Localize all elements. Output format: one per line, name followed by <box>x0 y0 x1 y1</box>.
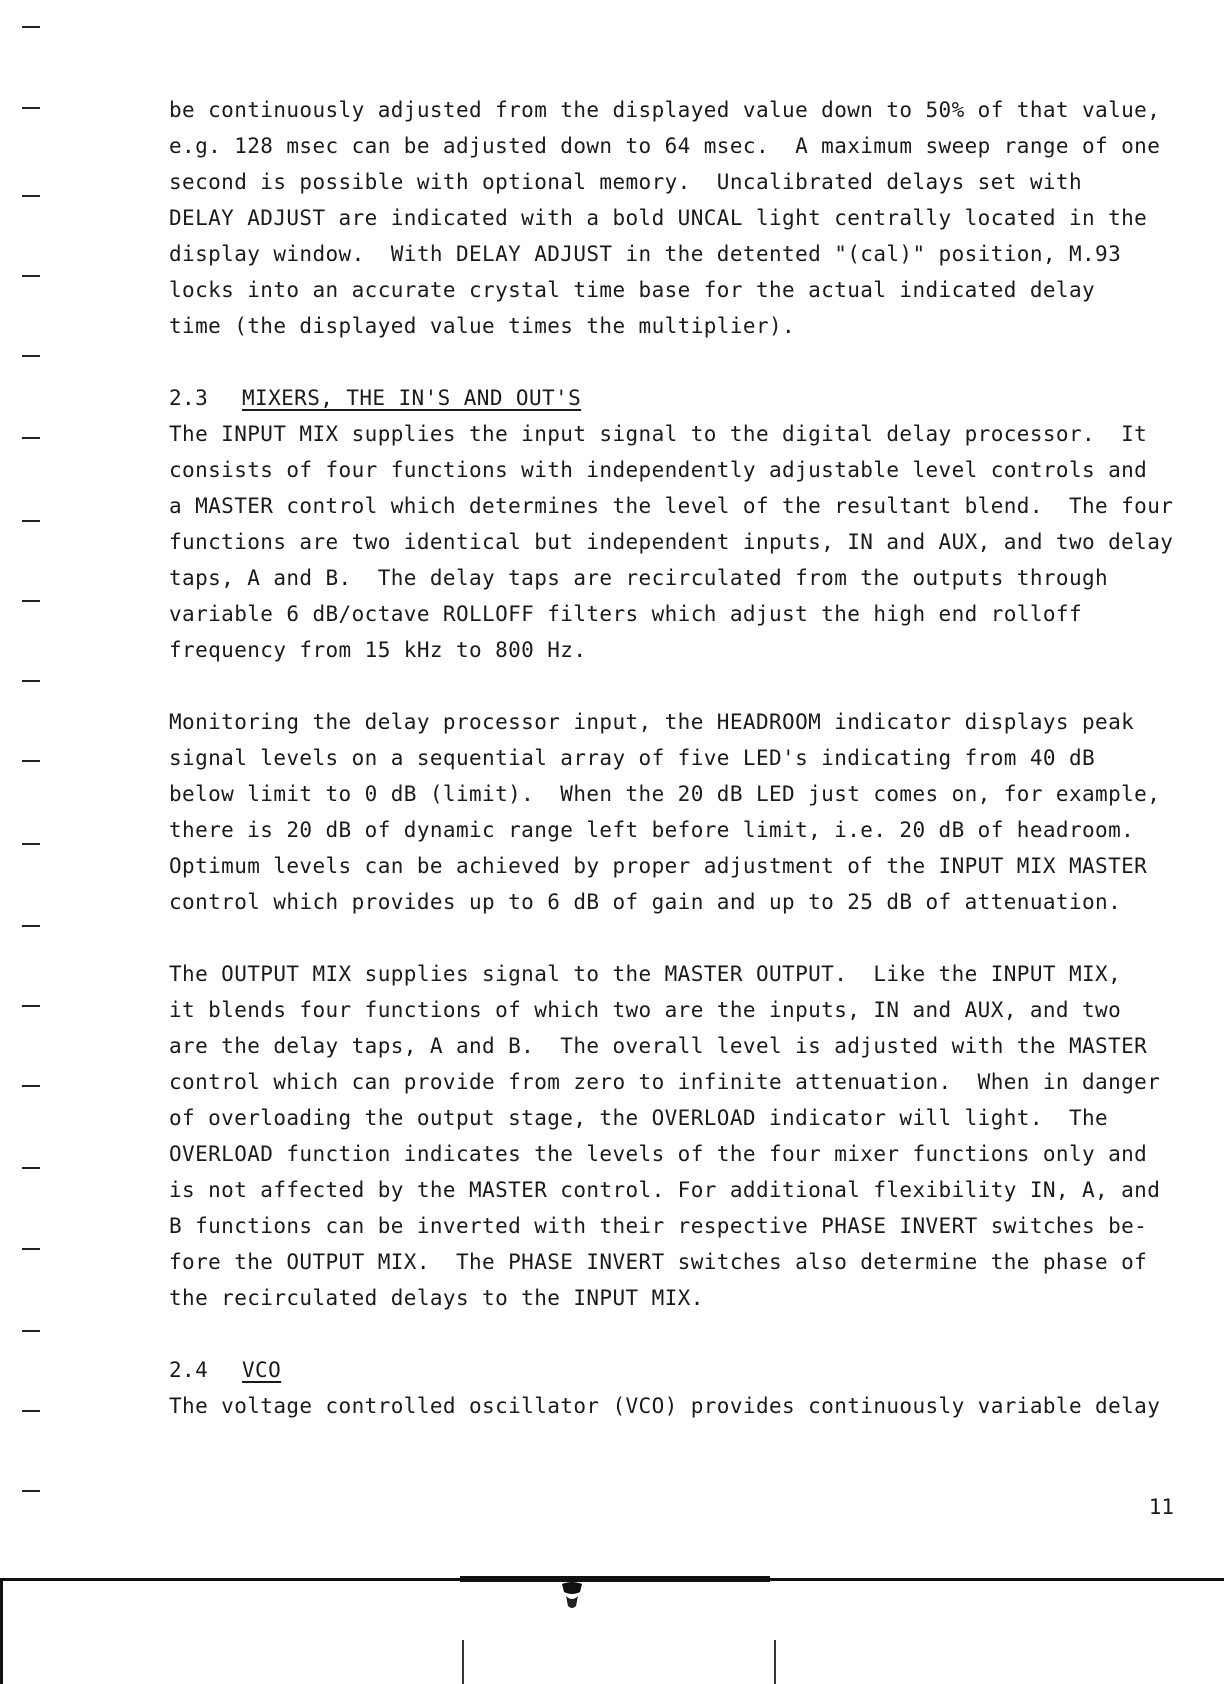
text-line: taps, A and B. The delay taps are recirculated from the outputs through <box>169 566 1109 590</box>
text-line: functions are two identical but independent inputs, IN and AUX, and two delay <box>169 530 1174 554</box>
text-line: of overloading the output stage, the OVERLOAD indicator will light. The <box>169 1106 1109 1130</box>
text-line: variable 6 dB/octave ROLLOFF filters which adjust the high end rolloff <box>169 602 1083 626</box>
text-line: OVERLOAD function indicates the levels of the four mixer functions only and <box>169 1142 1148 1166</box>
section-number: 2.4 <box>169 1358 209 1382</box>
margin-tick <box>22 107 40 109</box>
text-line: the recirculated delays to the INPUT MIX. <box>169 1286 704 1310</box>
text-line: signal levels on a sequential array of five LED's indicating from 40 dB <box>169 746 1096 770</box>
text-line: Optimum levels can be achieved by proper adjustment of the INPUT MIX MASTER <box>169 854 1148 878</box>
section-number: 2.3 <box>169 386 209 410</box>
text-line: there is 20 dB of dynamic range left before limit, i.e. 20 dB of headroom. <box>169 818 1135 842</box>
text-line: The voltage controlled oscillator (VCO) provides continuously variable delay <box>169 1394 1161 1418</box>
binder-clip-mark <box>560 1580 584 1616</box>
margin-tick <box>22 26 40 28</box>
headroom-paragraph <box>169 704 1169 920</box>
text-line: DELAY ADJUST are indicated with a bold UNCAL light centrally located in the <box>169 206 1148 230</box>
text-line: The INPUT MIX supplies the input signal to the digital delay processor. It <box>169 422 1148 446</box>
margin-tick <box>22 843 40 845</box>
output-mix-paragraph <box>169 956 1169 1316</box>
margin-tick <box>22 925 40 927</box>
margin-tick <box>22 1490 40 1492</box>
margin-tick <box>22 195 40 197</box>
input-mix-paragraph <box>169 416 1174 668</box>
text-line: The OUTPUT MIX supplies signal to the MASTER OUTPUT. Like the INPUT MIX, <box>169 962 1122 986</box>
text-line: a MASTER control which determines the level of the resultant blend. The four <box>169 494 1174 518</box>
text-line: locks into an accurate crystal time base for the actual indicated delay <box>169 278 1096 302</box>
margin-tick <box>22 275 40 277</box>
text-line: second is possible with optional memory. Uncalibrated delays set with <box>169 170 1083 194</box>
text-line: B functions can be inverted with their respective PHASE INVERT switches be- <box>169 1214 1148 1238</box>
text-line: Monitoring the delay processor input, the HEADROOM indicator displays peak <box>169 710 1135 734</box>
body-text <box>169 92 1174 1424</box>
margin-tick <box>22 520 40 522</box>
text-line: be continuously adjusted from the displayed value down to 50% of that value, <box>169 98 1161 122</box>
margin-tick <box>22 1330 40 1332</box>
text-line: below limit to 0 dB (limit). When the 20 dB LED just comes on, for example, <box>169 782 1161 806</box>
section-title: VCO <box>242 1358 282 1382</box>
text-line: fore the OUTPUT MIX. The PHASE INVERT switches also determine the phase of <box>169 1250 1148 1274</box>
text-line: e.g. 128 msec can be adjusted down to 64 msec. A maximum sweep range of one <box>169 134 1161 158</box>
bottom-rule-heavy-segment <box>460 1576 770 1582</box>
scan-artifact-line <box>774 1640 776 1684</box>
left-margin-marks <box>0 0 60 1684</box>
margin-tick <box>22 1167 40 1169</box>
margin-tick <box>22 355 40 357</box>
section-title: MIXERS, THE IN'S AND OUT'S <box>242 386 582 410</box>
text-line: consists of four functions with independently adjustable level controls and <box>169 458 1148 482</box>
intro-paragraph <box>169 92 1169 344</box>
text-line: is not affected by the MASTER control. For additional flexibility IN, A, and <box>169 1178 1161 1202</box>
margin-tick <box>22 600 40 602</box>
text-line: frequency from 15 kHz to 800 Hz. <box>169 638 587 662</box>
text-line: time (the displayed value times the multiplier). <box>169 314 796 338</box>
section-heading-2-3 <box>169 380 1169 416</box>
vco-paragraph <box>169 1388 1169 1424</box>
text-line: it blends four functions of which two are the inputs, IN and AUX, and two <box>169 998 1122 1022</box>
text-line: are the delay taps, A and B. The overall level is adjusted with the MASTER <box>169 1034 1148 1058</box>
page-number: 11 <box>1148 1495 1174 1519</box>
text-line: control which can provide from zero to infinite attenuation. When in danger <box>169 1070 1161 1094</box>
text-line: control which provides up to 6 dB of gain and up to 25 dB of attenuation. <box>169 890 1122 914</box>
section-heading-2-4 <box>169 1352 1169 1388</box>
margin-tick <box>22 1005 40 1007</box>
margin-tick <box>22 1410 40 1412</box>
margin-tick <box>22 437 40 439</box>
text-line: display window. With DELAY ADJUST in the detented "(cal)" position, M.93 <box>169 242 1122 266</box>
margin-tick <box>22 1085 40 1087</box>
margin-tick <box>22 1248 40 1250</box>
scan-artifact-line <box>462 1640 464 1684</box>
margin-tick <box>22 760 40 762</box>
page-edge <box>0 1578 3 1684</box>
margin-tick <box>22 680 40 682</box>
